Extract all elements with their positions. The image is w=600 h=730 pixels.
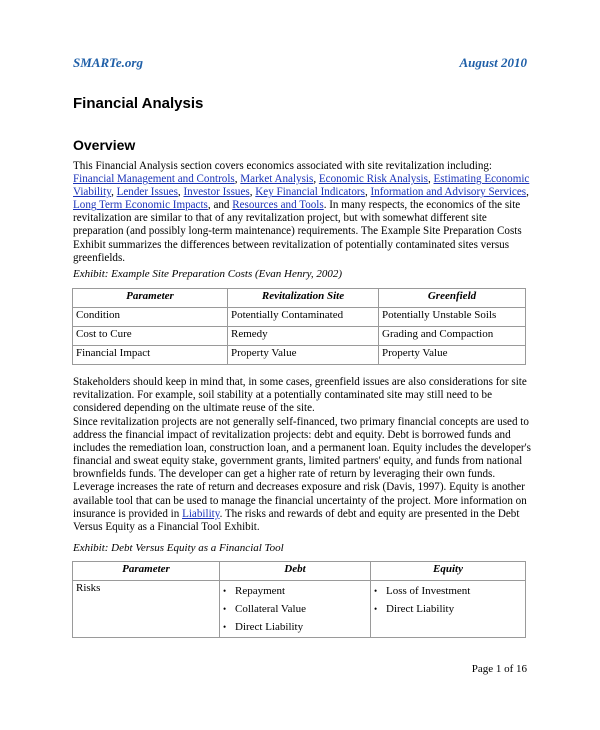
link-market-analysis[interactable]: Market Analysis	[240, 173, 314, 186]
link-investor-issues[interactable]: Investor Issues	[183, 186, 250, 199]
debt-equity-paragraph	[73, 416, 533, 534]
link-key-financial-indicators[interactable]: Key Financial Indicators	[255, 186, 365, 199]
link-estimating-economic-viability[interactable]: Estimating Economic Viability	[73, 173, 530, 199]
exhibit2-table	[72, 561, 526, 638]
list-item: • Loss of Investment	[374, 582, 522, 600]
para3-before: Since revitalization projects are not generally self-financed, two primary financial concepts are used to address the financial impact of revitalization projects: debt and equity. Debt is borrowed funds and includes the remediation loan, construction loan, and a permanent loan. Equity includes the developer's financial and sweat equity stake, government grants, limited partners' equity, and funds from national brownfields funds. The developer can get a higher rate of return by leveraging their own funds. Leverage increases the rate of return and decreases exposure and risk (Davis, 1997). Equity is another available tool that can be used to manage the financial uncertainty of the project. More information on insurance is provided in	[73, 416, 531, 520]
table-cell	[371, 581, 526, 638]
exhibit1-table	[72, 288, 526, 365]
bullet-icon: •	[223, 586, 227, 596]
link-economic-risk-analysis[interactable]: Economic Risk Analysis	[318, 173, 428, 186]
table-row	[73, 346, 526, 365]
table-cell: Financial Impact	[73, 346, 228, 365]
list-item: • Collateral Value	[223, 600, 367, 618]
link-financial-management[interactable]: Financial Management and Controls	[73, 173, 235, 186]
bullet-icon: •	[223, 604, 227, 614]
link-long-term-economic-impacts[interactable]: Long Term Economic Impacts	[73, 199, 208, 212]
link-liability[interactable]: Liability	[182, 507, 220, 520]
section-title: Overview	[73, 137, 136, 153]
table-header: Revitalization Site	[228, 289, 379, 308]
table-cell: Condition	[73, 308, 228, 327]
table-header-row	[73, 562, 526, 581]
table-header: Greenfield	[379, 289, 526, 308]
link-lender-issues[interactable]: Lender Issues	[116, 186, 178, 199]
link-information-advisory-services[interactable]: Information and Advisory Services	[370, 186, 527, 199]
stakeholders-paragraph: Stakeholders should keep in mind that, in some cases, greenfield issues are also considerations for site revitalization. For example, soil stability at a potentially contaminated site may still need to be considered depending on the ultimate reuse of the site.	[73, 376, 527, 415]
debt-list	[223, 582, 367, 636]
table-row	[73, 327, 526, 346]
table-header: Debt	[220, 562, 371, 581]
list-item: • Repayment	[223, 582, 367, 600]
table-cell: Cost to Cure	[73, 327, 228, 346]
intro-paragraph: This Financial Analysis section covers economics associated with site revitalization including: Financial Management and Controls, Market Analysis, Economic Risk Analysis, Estimating Economic Viability, Lender Issues, Investor Issues, Key Financial Indicators, Information and Advisory Services, Long Term Economic Impacts, and Resources and Tools. In many respects, the economics of the site revitalization are similar to that of any revitalization project, but with somewhat different site preparation (and possibly long-term maintenance) requirements. The Example Site Preparation Costs Exhibit summarizes the differences between revitalization of potentially contaminated sites versus greenfields.	[73, 160, 530, 264]
bullet-icon: •	[223, 622, 227, 632]
table-cell: Property Value	[379, 346, 526, 365]
table-cell: Potentially Contaminated	[228, 308, 379, 327]
intro-tail: In many respects, the economics of the site revitalization are similar to that of any revitalization project, but with somewhat different site preparation (and possibly long-term maintenance) requirements. The Example Site Preparation Costs Exhibit summarizes the differences between revitalization of potentially contaminated sites versus greenfields.	[73, 199, 522, 264]
list-item: • Direct Liability	[223, 618, 367, 636]
list-item: • Direct Liability	[374, 600, 522, 618]
header-org: SMARTe.org	[73, 55, 143, 70]
table-cell: Remedy	[228, 327, 379, 346]
equity-list	[374, 582, 522, 618]
table-row	[73, 581, 526, 638]
page-title: Financial Analysis	[73, 95, 204, 112]
bullet-icon: •	[374, 586, 378, 596]
table-header: Parameter	[73, 562, 220, 581]
intro-lead: This Financial Analysis section covers economics associated with site revitalization including:	[73, 160, 492, 172]
exhibit1-caption: Exhibit: Example Site Preparation Costs (Evan Henry, 2002)	[73, 268, 343, 280]
bullet-icon: •	[374, 604, 378, 614]
table-header-row	[73, 289, 526, 308]
exhibit2-caption: Exhibit: Debt Versus Equity as a Financial Tool	[73, 542, 284, 554]
link-resources-and-tools[interactable]: Resources and Tools	[232, 199, 324, 212]
table-row	[73, 308, 526, 327]
table-header: Equity	[371, 562, 526, 581]
table-cell: Grading and Compaction	[379, 327, 526, 346]
table-cell	[220, 581, 371, 638]
table-cell: Property Value	[228, 346, 379, 365]
page-number: Page 1 of 16	[471, 663, 527, 675]
header-date: August 2010	[459, 55, 527, 70]
table-cell: Potentially Unstable Soils	[379, 308, 526, 327]
para3-after: . The risks and rewards of debt and equity are presented in the Debt Versus Equity as a Financial Tool Exhibit.	[73, 507, 520, 533]
table-cell: Risks	[73, 581, 220, 638]
table-header: Parameter	[73, 289, 228, 308]
